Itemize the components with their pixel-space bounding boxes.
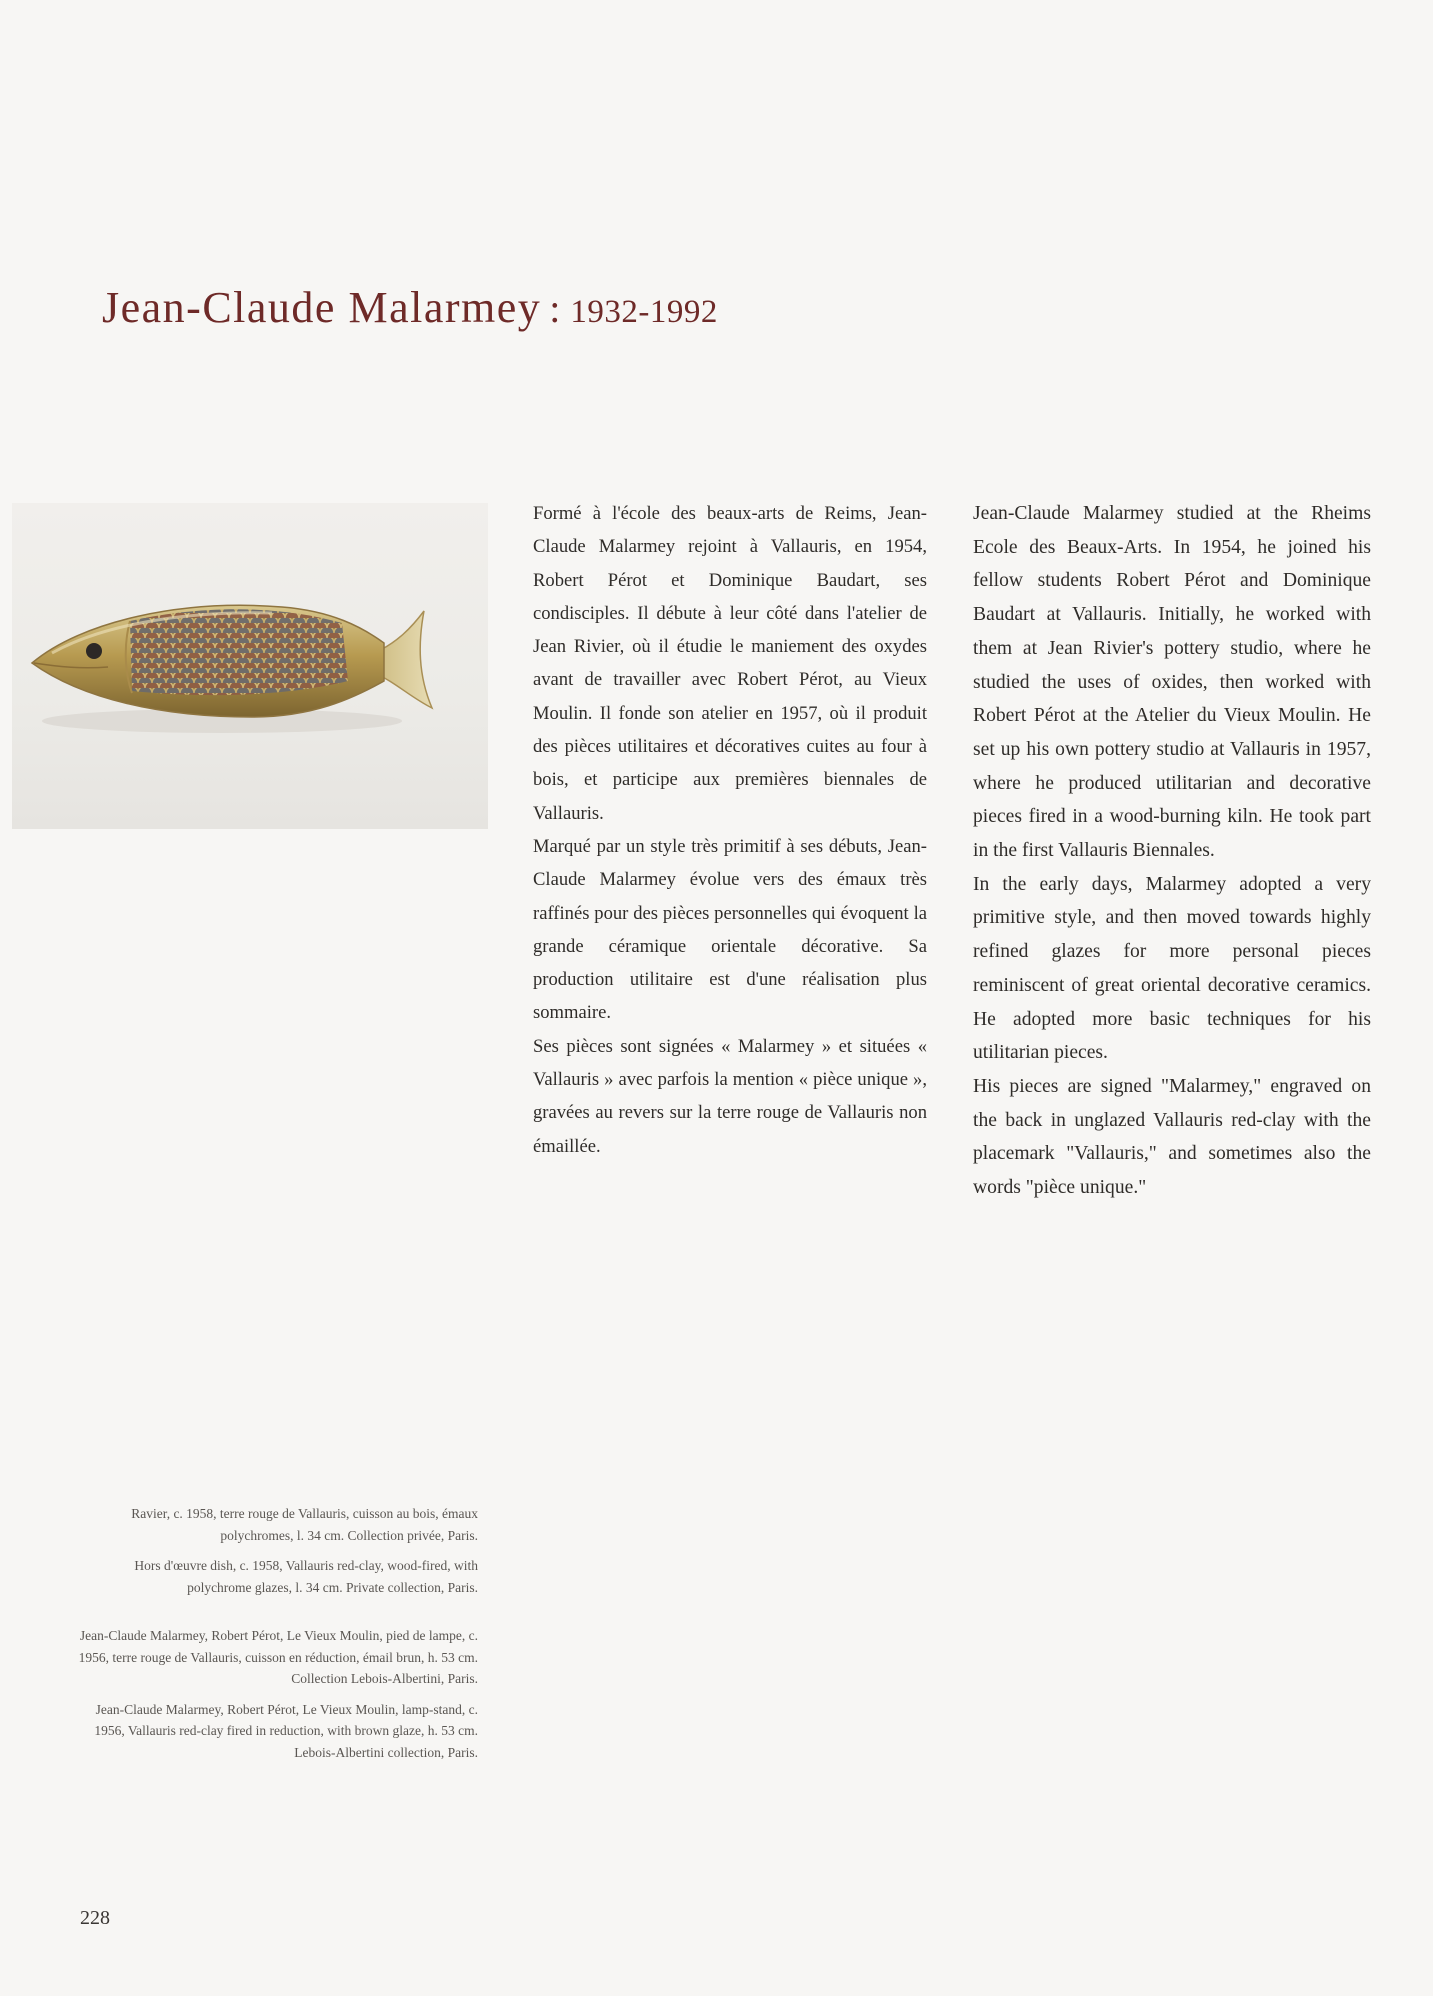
caption-ravier-en: Hors d'œuvre dish, c. 1958, Vallauris red-clay, wood-fired, with polychrome glazes, l. 34 cm. Private collection, Paris. — [134, 1558, 478, 1595]
english-paragraph-1: Jean-Claude Malarmey studied at the Rheims Ecole des Beaux-Arts. In 1954, he joined his fellow students Robert Pérot and Dominique Baudart at Vallauris. Initially, he worked with them at Jean Rivier's pottery studio, where he studied the uses of oxides, then worked with Robert Pérot at the Atelier du Vieux Moulin. He set up his own pottery studio at Vallauris in 1957, where he produced utilitarian and decorative pieces fired in a wood-burning kiln. He took part in the first Vallauris Biennales. — [973, 503, 1371, 862]
english-paragraph-3: His pieces are signed "Malarmey," engraved on the back in unglazed Vallauris red-clay with the placemark "Vallauris," and sometimes also the words "pièce unique." — [973, 1075, 1371, 1199]
fish-dish-illustration — [12, 503, 488, 829]
title-separator: : — [549, 286, 561, 331]
fish-dish-photo — [12, 503, 488, 829]
english-paragraph-2: In the early days, Malarmey adopted a very primitive style, and then moved towards highly refined glazes for more personal pieces reminiscent of great oriental decorative ceramics. He adopted more basic techniques for his utilitarian pieces. — [973, 873, 1371, 1064]
french-paragraph-3: Ses pièces sont signées « Malarmey » et situées « Vallauris » avec parfois la mention « pièce unique », gravées au revers sur la terre rouge de Vallauris non émaillée. — [533, 1035, 927, 1157]
text-column-french — [533, 497, 927, 1163]
caption-ravier-fr: Ravier, c. 1958, terre rouge de Vallauris, cuisson au bois, émaux polychromes, l. 34 cm. Collection privée, Paris. — [131, 1506, 478, 1543]
french-paragraph-1: Formé à l'école des beaux-arts de Reims, Jean-Claude Malarmey rejoint à Vallauris, en 1954, Robert Pérot et Dominique Baudart, ses condisciples. Il débute à leur côté dans l'atelier de Jean Rivier, où il étudie le maniement des oxydes avant de travailler avec Robert Pérot, au Vieux Moulin. Il fonde son atelier en 1957, où il produit des pièces utilitaires et décoratives cuites au four à bois, et participe aux premières biennales de Vallauris. — [533, 503, 927, 824]
fish-eye — [86, 643, 102, 659]
caption-lamp-fr: Jean-Claude Malarmey, Robert Pérot, Le Vieux Moulin, pied de lampe, c. 1956, terre rouge de Vallauris, cuisson en réduction, émail brun, h. 53 cm. Collection Lebois-Albertini, Paris. — [78, 1628, 478, 1686]
photo-captions — [70, 1503, 478, 1763]
text-column-english — [973, 497, 1371, 1205]
page-number: 228 — [80, 1907, 110, 1929]
artist-dates: 1932-1992 — [570, 294, 718, 330]
page-title — [102, 282, 718, 333]
caption-lamp-en: Jean-Claude Malarmey, Robert Pérot, Le Vieux Moulin, lamp-stand, c. 1956, Vallauris red-clay fired in reduction, with brown glaze, h. 53 cm. Lebois-Albertini collection, Paris. — [94, 1701, 478, 1760]
artist-name: Jean-Claude Malarmey — [102, 283, 542, 332]
french-paragraph-2: Marqué par un style très primitif à ses débuts, Jean-Claude Malarmey évolue vers des émaux très raffinés pour des pièces personnelles qui évoquent la grande céramique orientale décorative. Sa production utilitaire est d'une réalisation plus sommaire. — [533, 835, 927, 1024]
